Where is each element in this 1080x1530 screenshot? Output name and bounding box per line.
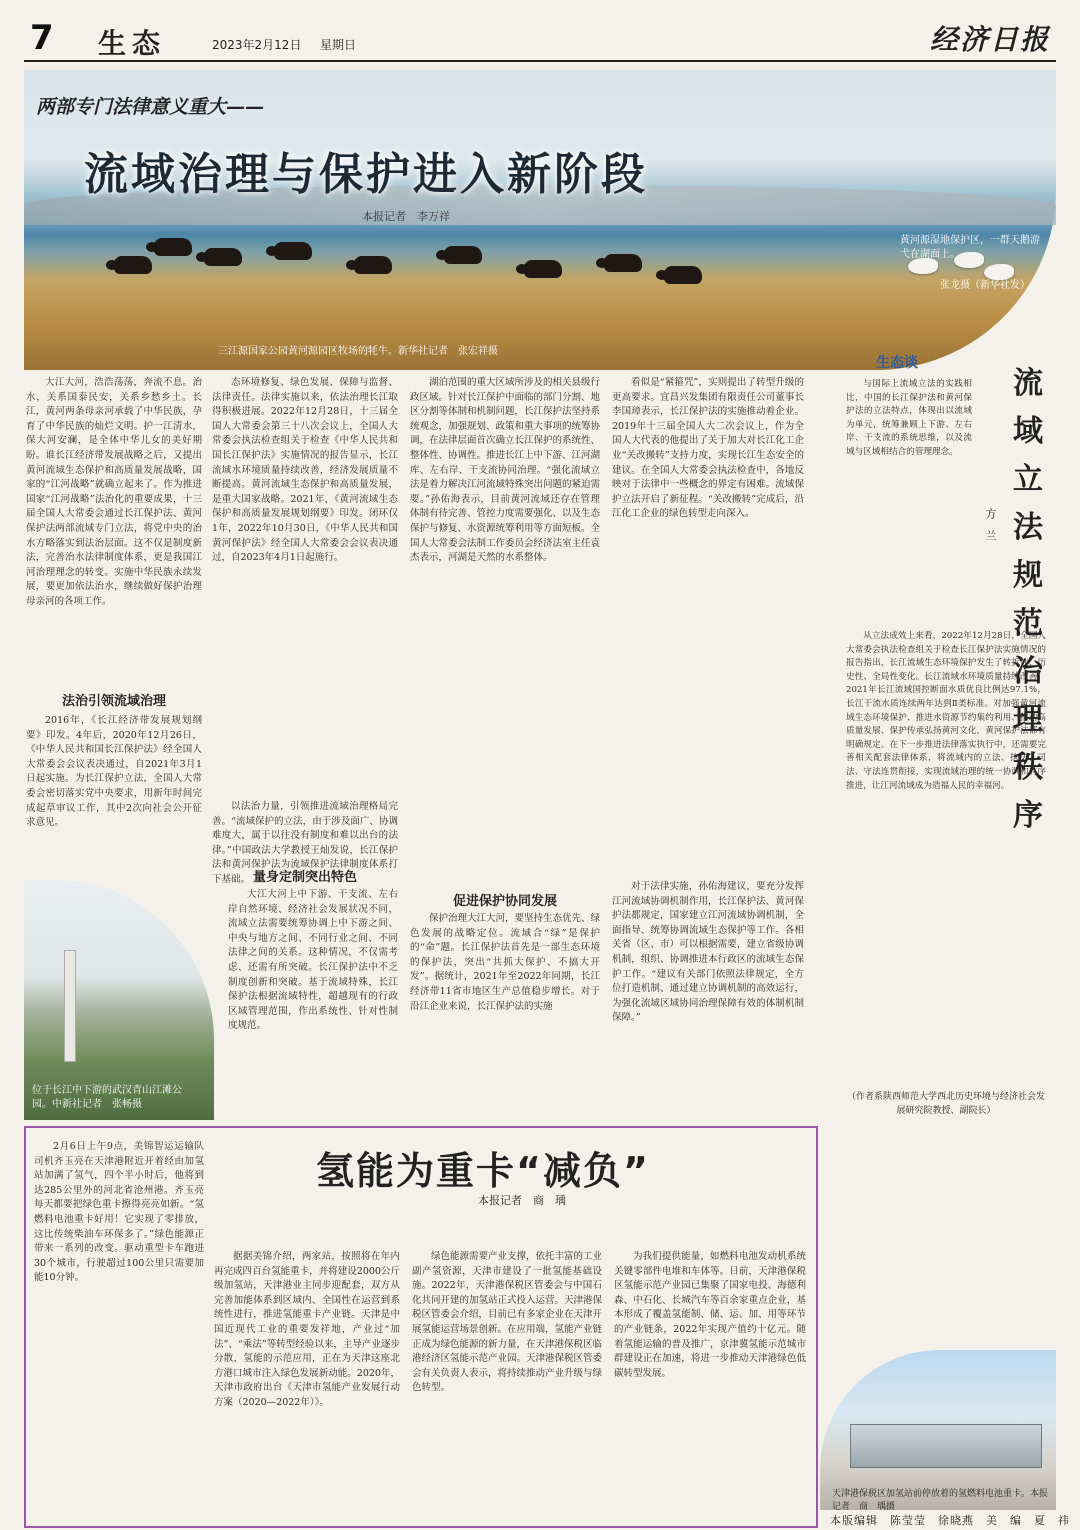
hero-byline: 本报记者 李万祥 bbox=[362, 210, 450, 223]
sidebar-text-bottom: 从立法成效上来看，2022年12月28日，全国人大常委会执法检查组关于检查长江保护法实施情况的报告指出，长江流域生态环境保护发生了转折性、历史性、全局性变化。长江流域水环境质量持续改善，2021年长江流域国控断面水质优良比例达97.1%，长江干流水质连续两年达到Ⅱ类标准。对加强黄河流域生态环境保护、推进水资源节约集约利用、推动高质量发展、保护传承弘扬黄河文化，黄河保护法都有明确规定。在下一步推进法律落实执行中，还需要完善相关配套法律体系，将流域内的立法、执法、司法、守法连贯衔接，实现流域治理的统一协调和有序推进，让江河流域成为造福人民的幸福河。 bbox=[846, 631, 1046, 791]
photo-left-caption: 位于长江中下游的武汉青山江滩公园。中新社记者 张畅摄 bbox=[32, 1085, 182, 1110]
hero-kicker: 两部专门法律意义重大—— bbox=[36, 96, 265, 118]
yak-figure bbox=[114, 256, 152, 274]
bottom-article-title: 氢能为重卡“减负” bbox=[316, 1149, 650, 1193]
yak-figure bbox=[524, 260, 562, 278]
bottom-article-column-2: 据据美锦介绍，两家站，按照将在年内再完成四百台氢能重卡，并将建设2000公斤级加氢站，天津港业主同步迎配套，双方从完善加能体系到区域内、全国性在运营到系统性进行，推进氢能重卡产业链。天津是中国近现代工业的重要发祥地，产业过“加法”、“乘法”等转型经验以来，主导产业逐步分散，氢能的示范应用，正在为天津这座北方港口城市注入绿色发展新动能。2020年，天津市政府出台《天津市氢能产业发展行动方案（2020—2022年）》。 bbox=[214, 1251, 400, 1408]
section-name: 生态 bbox=[98, 27, 167, 60]
tower-figure bbox=[64, 950, 76, 1062]
issue-weekday: 星期日 bbox=[320, 38, 357, 52]
article-column-2-bottom: 大江大河上中下游、干支流、左右岸自然环境、经济社会发展状况不同，流域立法需要统筹协调上中下游之间、中央与地方之间、不同行业之间、不同法律之间的关系。这种情况，不仅需考虑、还需有所突破。长江保护法中不乏制度创新和突破。基于流域特殊，长江保护法根据流域特性，超越现有的行政区域管理范围，作出系统性、针对性制度规范。 bbox=[228, 889, 398, 1032]
sidebar-text-top: 与国际上流域立法的实践相比，中国的长江保护法和黄河保护法的立法特点，体现出以流域为单元，统筹兼顾上下游、左右岸、干支流的系统思维，以及流域与区域相结合的管理理念。 bbox=[846, 379, 972, 457]
sidebar-author: 方 兰 bbox=[984, 508, 997, 541]
bottom-article-column-4: 为我们提供能量，如燃料电池发动机系统关键零部件电堆和车体等。日前，天津港保税区氢能示范产业园已集聚了国家电投、海德利森、中石化、长城汽车等百余家重点企业，基本形成了覆盖氢能制、储、运、加、用等环节的产业链条，2022年实现产值约十亿元。随着氢能运输的普及推广，京津冀氢能示范城市群建设正在加速，将进一步推动天津港绿色低碳转型发展。 bbox=[614, 1251, 806, 1379]
article-column-2-mid: 以法治力量，引领推进流域治理格局完善。“流域保护的立法，由于涉及面广、协调难度大，属于以往没有制度和难以出台的法律。”中国政法大学教授王灿发说，长江保护法和黄河保护法为流域保护法律制度体系打下基础。 bbox=[212, 801, 398, 885]
article-column-4-top: 看似是“紧箍咒”，实则提出了转型升级的更高要求。宜昌兴发集团有限责任公司董事长李国璋表示，长江保护法的实施推动着企业。2019年十三届全国人大二次会议上，作为全国人大代表的他提出了关于加大对长江化工企业“关改搬转”支持力度，实现长江生态安全的建议。在全国人大常委会执法检查中，各地反映对于法律中一些概念的界定有困难。流域保护立法开启了新征程。“关改搬转”完成后，沿江化工企业的绿色转型走向深入。 bbox=[612, 377, 804, 520]
bottom-article-column-1: 2月6日上午9点，美锦智运运输队司机齐玉亮在天津港附近开着经由加氢站加满了氢气，四个半小时后，他将到达285公里外的河北省沧州港。齐玉亮每天都要把绿色重卡擦得亮亮如新。“氢燃料电池重卡好用！它实现了零排放，这比传统柴油车环保多了。”绿色能源正带来一系列的改变。驱动重型卡车跑进30个城市，行驶超过100公里只需要加能10分钟。 bbox=[34, 1141, 204, 1284]
article-subhead-2: 量身定制突出特色 bbox=[252, 870, 357, 885]
sidebar-tag: 生态谈 bbox=[876, 355, 918, 371]
article-column-3-top: 湖泊范围的重大区域所涉及的相关县级行政区域。针对长江保护中面临的部门分割、地区分割等体制和机制问题，长江保护法坚持系统观念，加强规划、政策和重大事项的统筹协调，在法律层面首次确立长江保护的系统性、整体性、协调性。推进长江上中下游、江河湖库、左右岸、干支流协同治理。“强化流域立法是着力解决江河流域特殊突出问题的紧迫需要。”孙佑海表示，目前黄河流域还存在管理体制有待完善、管控力度需要强化、以及生态保护与修复、水资源统筹利用等方面短板。全国人大常委会法制工作委员会经济法室主任袁杰表示，河湖是天然的水系整体。 bbox=[410, 377, 601, 564]
yak-figure bbox=[444, 246, 482, 264]
header-rule bbox=[24, 60, 1056, 62]
hero-caption-left: 三江源国家公园黄河源园区牧场的牦牛。新华社记者 张宏祥摄 bbox=[218, 346, 498, 357]
sidebar-author-note: （作者系陕西师范大学西北历史环境与经济社会发展研究院教授、副院长） bbox=[846, 1092, 1045, 1116]
article-column-1-top: 大江大河，浩浩荡荡，奔流不息。治水，关系国泰民安，关系乡愁乡土。长江，黄河两条母亲河承载了中华民族，孕育了中华民族的灿烂文明。护一江清水，保大河安澜，是全体中华儿女的美好期盼。谁长江经济带发展战略之后，又提出黄河流域生态保护和高质量发展战略，国家的“江河战略”就确立起来了。作为推进国家“江河战略”法治化的重要成果，十三届全国人大常委会通过长江保护法、黄河保护法两部流域专门立法，将党中央的治水方略落实到法治层面。这不仅是制度新法，完善治水法律制度体系，更是我国江河治理理念的转变。实施中华民族永续发展，要更加依法治水，继续做好保护治理母亲河的各项工作。 bbox=[26, 377, 202, 607]
yak-figure bbox=[664, 266, 702, 284]
yak-figure bbox=[274, 242, 312, 260]
hero-caption-right: 黄河源湿地保护区，一群天鹅游弋在湖面上。 bbox=[900, 235, 1040, 260]
yak-figure bbox=[354, 256, 392, 274]
hero-caption-right-credit: 张龙摄（新华社发） bbox=[940, 280, 1030, 291]
hero-title: 流域治理与保护进入新阶段 bbox=[84, 149, 648, 200]
article-column-1-bottom: 2016年，《长江经济带发展规划纲要》印发。4年后，2020年12月26日，《中华人民共和国长江保护法》经全国人大常委会会议表决通过，自2021年3月1日起实施。为长江保护立法，全国人大常委会密切落实党中央要求，用新年时间完成起草审议工作，其中2次向社会公开征求意见。 bbox=[26, 715, 202, 829]
article-column-2-top: 态环境修复、绿色发展、保障与监督、法律责任。法律实施以来，依法治理长江取得积极进展。2022年12月28日，十三届全国人大常委会第三十八次会议上，全国人大常委会执法检查组关于检查《中华人民共和国长江保护法》实施情况的报告显示，长江流域水环境质量持续改善，经济发展质量不断提高。黄河流域生态保护和高质量发展，是重大国家战略。2021年，《黄河流域生态保护和高质量发展规划纲要》印发。闭环仅1年，2022年10月30日，《中华人民共和国黄河保护法》经全国人大常委会会议表决通过，自2023年4月1日起施行。 bbox=[212, 377, 398, 564]
bottom-article-byline: 本报记者 商 瑀 bbox=[478, 1194, 566, 1207]
yak-figure bbox=[604, 254, 642, 272]
article-column-3-bottom: 保护治理大江大河，要坚持生态优先、绿色发展的战略定位。流域合“绿”是保护的“命”题。长江保护法首先是一部生态环境的保护法，突出“共抓大保护、不搞大开发”。据统计，2021年至2022年同期，长江经济带11省市地区生产总值稳步增长。对于沿江企业来说，长江保护法的实施 bbox=[410, 913, 601, 1012]
article-column-4-bottom: 对于法律实施，孙佑海建议，要充分发挥江河流域协调机制作用，长江保护法、黄河保护法都规定，国家建立江河流域协调机制，全面指导、统筹协调流域生态保护等工作。各相关省（区、市）可以根据需要，建立省级协调机制，组织、协调推进本行政区的流域生态保护工作。“建议有关部门依照法律规定，全方位打造机制、通过建立协调机制的高效运行，为强化流域区域协同治理保障有效的体制机制保障。” bbox=[612, 881, 804, 1024]
page-number: 7 bbox=[30, 18, 54, 58]
page-editors: 本版编辑 陈莹莹 徐晓燕 美 编 夏 祎 bbox=[830, 1514, 1070, 1527]
yak-figure bbox=[154, 238, 192, 256]
article-subhead-3: 促进保护协同发展 bbox=[452, 894, 557, 909]
yak-figure bbox=[204, 248, 242, 266]
sidebar-title: 流域立法规范治理秩序 bbox=[1013, 366, 1043, 833]
truck-photo-caption: 天津港保税区加氢站前停放着的氢燃料电池重卡。本报记者 商 瑀摄 bbox=[832, 1489, 1049, 1512]
article-subhead-1: 法治引领流域治理 bbox=[61, 694, 166, 709]
masthead-logo: 经济日报 bbox=[929, 23, 1050, 56]
bottom-article-column-3: 绿色能源需要产业支撑，依托丰富的工业副产氢资源，天津市建设了一批氢能基础设施。2022年，天津港保税区管委会与中国石化共同开建的加氢站正式投入运营。天津港保税区管委会介绍，目前已有多家企业在天津开展氢能运营场景创新。在应用端，氢能产业链正成为绿色能源的新力量，在天津港保税区临港经济区氢能示范产业园。天津港保税区管委会有关负责人表示，将持续推动产业升级与绿色转型。 bbox=[412, 1251, 603, 1394]
issue-date: 2023年2月12日 bbox=[212, 38, 302, 52]
hydrogen-truck-photo bbox=[820, 1350, 1056, 1510]
truck-figure bbox=[850, 1424, 1042, 1468]
